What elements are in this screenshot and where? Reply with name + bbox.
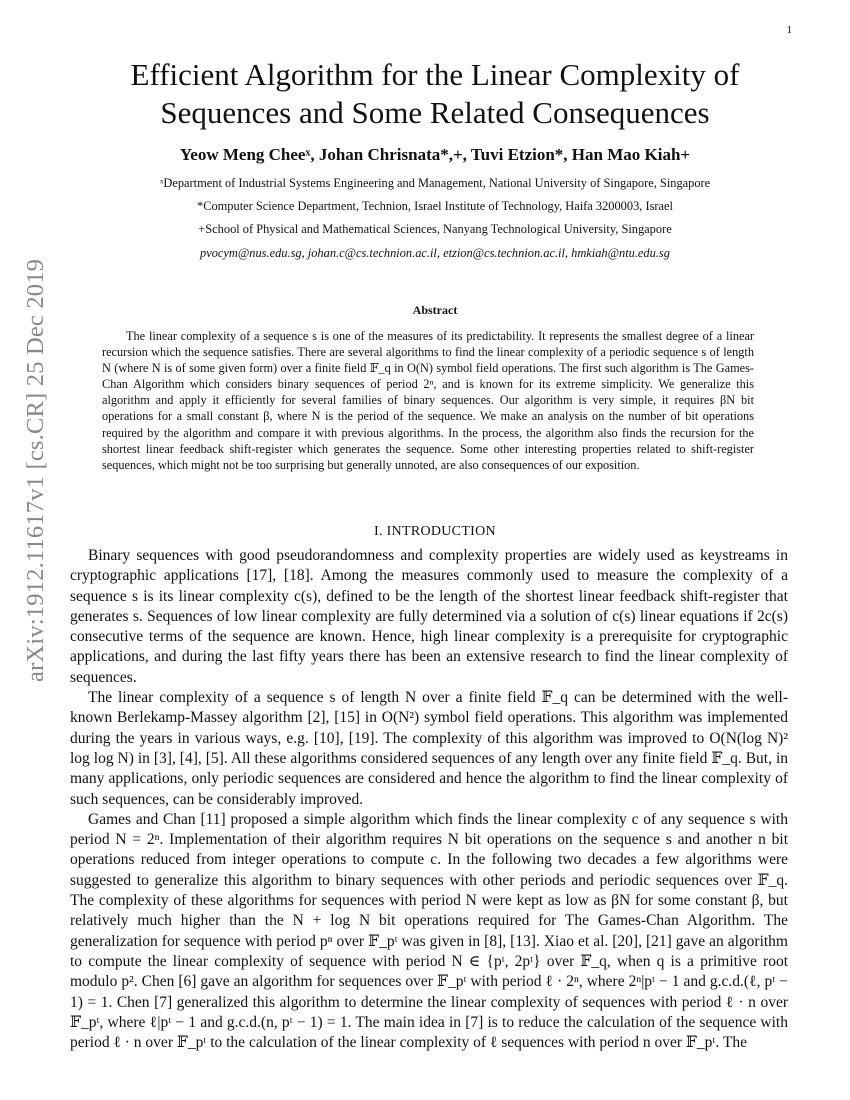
affiliation-3: +School of Physical and Mathematical Sciences, Nanyang Technological University, Singapore — [198, 222, 672, 236]
author-emails: pvocym@nus.edu.sg, johan.c@cs.technion.ac.il, etzion@cs.technion.ac.il, hmkiah@ntu.edu.sg — [200, 246, 670, 260]
paragraph: Games and Chan [11] proposed a simple algorithm which finds the linear complexity c of any sequence s with period N = 2ⁿ. Implementation of their algorithm requires N bit operations on the sequence s and another n bit operations reduced from integer operations to compute c. In the following two decades a few algorithms were suggested to generalize this algorithm to binary sequences with other periods and periodic sequences over 𝔽_q. The complexity of these algorithms for sequences with period N were kept as low as βN for some constant β, but relatively much higher than the N + log N bit operations required for The Games-Chan Algorithm. The generalization for sequence with period pⁿ over 𝔽_pᵗ was given in [8], [13]. Xiao et al. [20], [21] gave an algorithm to compute the linear complexity of sequence with period N ∈ {pᵗ, 2pᵗ} over 𝔽_q, when q is a primitive root modulo p². Chen [6] gave an algorithm for sequences over 𝔽_pᵗ with period ℓ · 2ⁿ, where 2ⁿ|pᵗ − 1 and g.c.d.(ℓ, pᵗ − 1) = 1. Chen [7] generalized this algorithm to determine the linear complexity of sequences with period ℓ · n over 𝔽_pᵗ, where ℓ|pᵗ − 1 and g.c.d.(n, pᵗ − 1) = 1. The main idea in [7] is to reduce the calculation of the sequence with period ℓ · n over 𝔽_pᵗ to the calculation of the linear complexity of ℓ sequences with period n over 𝔽_pᵗ. The — [70, 810, 788, 1052]
paragraph: The linear complexity of a sequence s of length N over a finite field 𝔽_q can be determined with the well-known Berlekamp-Massey algorithm [2], [15] in O(N²) symbol field operations. This algorithm was implemented during the years in various ways, e.g. [10], [19]. The complexity of this algorithm was improved to O(N(log N)² log log N) in [3], [4], [5]. All these algorithms considered sequences of any length over any finite field 𝔽_q. But, in many applications, only periodic sequences are considered and hence the algorithm to find the linear complexity of such sequences, can be considerably improved. — [70, 689, 788, 808]
abstract-heading: Abstract — [412, 303, 458, 317]
paragraph: Binary sequences with good pseudorandomness and complexity properties are widely used as keystreams in cryptographic applications [17], [18]. Among the measures commonly used to measure the complexity of a sequence s is its linear complexity c(s), defined to be the length of the shortest linear feedback shift-register that generates s. Sequences of low linear complexity are fully determined via a solution of c(s) linear equations if 2c(s) consecutive terms of the sequence are known. Hence, high linear complexity is a prerequisite for cryptographic applications, and during the last fifty years there has been an extensive research to find the linear complexity of sequences. — [70, 547, 788, 686]
paper-title — [60, 56, 810, 132]
introduction-body — [70, 546, 788, 1053]
affiliation-1: ˣDepartment of Industrial Systems Engineering and Management, National University of Singapore, Singapore — [159, 176, 711, 190]
title-line-1: Efficient Algorithm for the Linear Complexity of — [130, 57, 740, 92]
page-number: 1 — [786, 24, 792, 36]
section-heading-introduction: I. INTRODUCTION — [374, 524, 496, 539]
abstract-text: The linear complexity of a sequence s is one of the measures of its predictability. It represents the smallest degree of a linear recursion which the sequence satisfies. There are several algorithms to find the linear complexity of a periodic sequence s of length N (where N is of some given form) over a finite field 𝔽_q in O(N) symbol field operations. The first such algorithm is The Games-Chan Algorithm which considers binary sequences of period 2ⁿ, and is known for its extreme simplicity. We generalize this algorithm and apply it efficiently for several families of binary sequences. Our algorithm is very simple, it requires βN bit operations for a small constant β, where N is the period of the sequence. We make an analysis on the number of bit operations required by the algorithm and compare it with previous algorithms. In the process, the algorithm also finds the recursion for the shortest linear feedback shift-register which generates the sequence. Some other interesting properties related to shift-register sequences, which might not be too surprising but generally unnoted, are also consequences of our exposition. — [102, 329, 754, 472]
title-line-2: Sequences and Some Related Consequences — [160, 95, 710, 130]
arxiv-identifier: arXiv:1912.11617v1 [cs.CR] 25 Dec 2019 — [22, 258, 49, 682]
affiliation-2: *Computer Science Department, Technion, Israel Institute of Technology, Haifa 3200003, Israel — [197, 199, 673, 213]
author-list: Yeow Meng Cheeˣ, Johan Chrisnata*,+, Tuvi Etzion*, Han Mao Kiah+ — [179, 145, 691, 164]
